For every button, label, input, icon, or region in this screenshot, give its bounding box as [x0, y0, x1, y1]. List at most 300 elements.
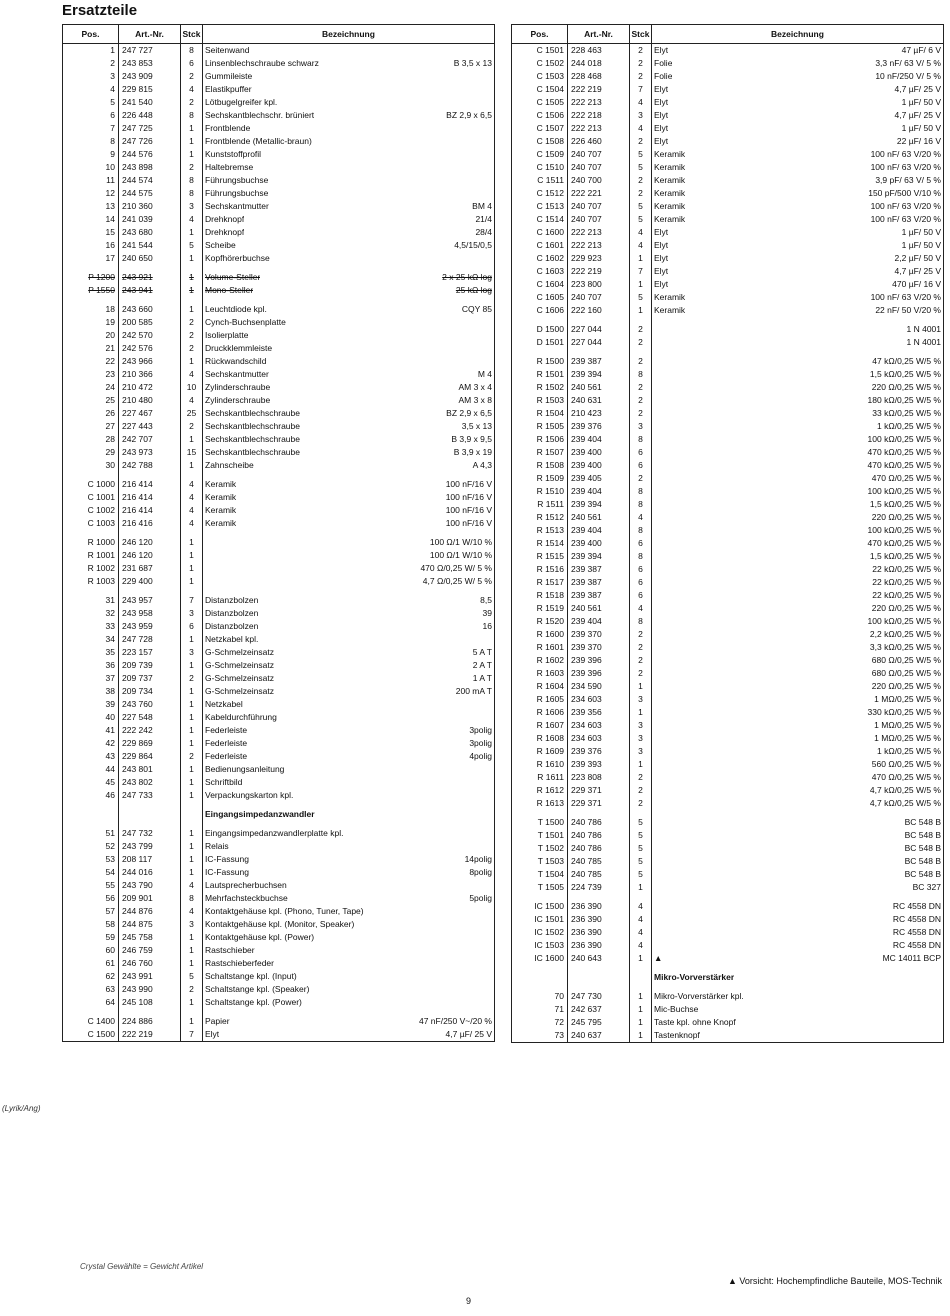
cell-art: 236 390	[568, 926, 630, 939]
cell-desc	[203, 316, 495, 329]
desc-name: Keramik	[654, 202, 686, 211]
desc-name: Elastikpuffer	[205, 85, 252, 94]
desc-value: B 3,5 x 13	[453, 58, 492, 69]
cell-qty: 2	[630, 336, 652, 349]
cell-qty: 8	[181, 892, 203, 905]
desc-value: 1 MΩ/0,25 W/5 %	[874, 733, 941, 744]
table-row	[512, 719, 944, 732]
desc-value	[488, 998, 492, 1007]
cell-art: 239 404	[568, 524, 630, 537]
cell-qty: 3	[181, 607, 203, 620]
cell-desc	[652, 550, 944, 563]
cell-desc	[652, 602, 944, 615]
cell-pos: 27	[63, 420, 119, 433]
table-row	[63, 161, 495, 174]
cell-pos: 10	[63, 161, 119, 174]
table-row	[512, 57, 944, 70]
cell-qty: 7	[181, 1028, 203, 1042]
desc-value	[488, 920, 492, 929]
cell-art: 244 016	[119, 866, 181, 879]
cell-qty: 3	[630, 745, 652, 758]
cell-pos: C 1513	[512, 200, 568, 213]
cell-desc	[203, 44, 495, 58]
cell-pos: R 1518	[512, 589, 568, 602]
cell-qty: 4	[181, 879, 203, 892]
cell-qty: 1	[181, 633, 203, 646]
cell-art: 227 548	[119, 711, 181, 724]
cell-qty: 5	[630, 868, 652, 881]
desc-name: Schaltstange kpl. (Speaker)	[205, 985, 310, 994]
table-row	[512, 563, 944, 576]
desc-name: Federleiste	[205, 752, 248, 761]
desc-name: Mic-Buchse	[654, 1005, 699, 1014]
table-row	[63, 970, 495, 983]
desc-value: A 4,3	[472, 460, 492, 471]
cell-qty	[630, 971, 652, 984]
cell-desc	[203, 271, 495, 284]
cell-qty: 1	[630, 680, 652, 693]
cell-desc	[203, 174, 495, 187]
cell-desc	[203, 342, 495, 355]
table-row	[512, 200, 944, 213]
cell-art: 216 416	[119, 517, 181, 530]
cell-desc	[652, 187, 944, 200]
cell-qty: 1	[181, 303, 203, 316]
desc-value	[937, 1018, 941, 1027]
cell-desc	[203, 252, 495, 265]
cell-desc	[652, 641, 944, 654]
desc-name: Zahnscheibe	[205, 461, 254, 470]
desc-value: 1 A T	[472, 673, 492, 684]
cell-art: 229 864	[119, 750, 181, 763]
cell-qty: 1	[181, 866, 203, 879]
cell-pos: 2	[63, 57, 119, 70]
cell-art: 247 733	[119, 789, 181, 802]
desc-value: 22 nF/ 50 V/20 %	[875, 305, 941, 316]
cell-desc	[652, 952, 944, 965]
cell-desc	[652, 148, 944, 161]
cell-pos: R 1002	[63, 562, 119, 575]
cell-pos: R 1506	[512, 433, 568, 446]
cell-pos: R 1003	[63, 575, 119, 588]
table-row	[512, 472, 944, 485]
cell-pos: R 1613	[512, 797, 568, 810]
table-row	[512, 446, 944, 459]
cell-qty: 2	[181, 96, 203, 109]
desc-value: 100 nF/16 V	[445, 505, 492, 516]
cell-qty: 4	[181, 368, 203, 381]
cell-art: 223 800	[568, 278, 630, 291]
cell-qty: 2	[630, 628, 652, 641]
table-row	[512, 706, 944, 719]
cell-art: 241 540	[119, 96, 181, 109]
cell-qty: 5	[630, 161, 652, 174]
cell-qty: 2	[181, 329, 203, 342]
cell-art: 240 637	[568, 1029, 630, 1043]
cell-desc	[652, 70, 944, 83]
desc-name: Sechskantblechschraube	[205, 435, 300, 444]
cell-pos: C 1002	[63, 504, 119, 517]
table-row	[63, 536, 495, 549]
cell-pos: R 1611	[512, 771, 568, 784]
desc-value: 22 kΩ/0,25 W/5 %	[872, 564, 941, 575]
cell-desc	[652, 784, 944, 797]
table-row	[63, 918, 495, 931]
table-row	[512, 784, 944, 797]
cell-art: 245 108	[119, 996, 181, 1009]
cell-pos: IC 1503	[512, 939, 568, 952]
cell-pos: 44	[63, 763, 119, 776]
desc-name: Sechskantblechschraube	[205, 448, 300, 457]
cell-pos: 23	[63, 368, 119, 381]
cell-qty: 4	[630, 913, 652, 926]
table-row	[512, 654, 944, 667]
cell-qty: 6	[630, 576, 652, 589]
cell-desc	[652, 252, 944, 265]
cell-qty: 1	[181, 549, 203, 562]
cell-pos: R 1600	[512, 628, 568, 641]
table-row	[63, 187, 495, 200]
desc-value: CQY 85	[461, 304, 492, 315]
cell-qty: 1	[630, 1029, 652, 1043]
desc-name: Keramik	[654, 176, 686, 185]
desc-name: Gummileiste	[205, 72, 253, 81]
cell-desc	[652, 135, 944, 148]
desc-name: Führungsbuchse	[205, 189, 269, 198]
cell-art: 240 561	[568, 602, 630, 615]
cell-pos: 7	[63, 122, 119, 135]
table-row	[63, 549, 495, 562]
cell-desc	[652, 990, 944, 1003]
desc-value: 150 pF/500 V/10 %	[868, 188, 941, 199]
table-row	[512, 135, 944, 148]
table-row	[512, 511, 944, 524]
cell-pos: R 1509	[512, 472, 568, 485]
cell-pos: R 1511	[512, 498, 568, 511]
desc-name: Papier	[205, 1017, 230, 1026]
cell-qty: 2	[630, 654, 652, 667]
cell-pos: 70	[512, 990, 568, 1003]
desc-value	[488, 318, 492, 327]
cell-art: 222 218	[568, 109, 630, 122]
cell-pos: R 1520	[512, 615, 568, 628]
desc-value: 47 kΩ/0,25 W/5 %	[872, 356, 941, 367]
table-row	[63, 394, 495, 407]
cell-pos: C 1508	[512, 135, 568, 148]
desc-name: Drehknopf	[205, 215, 245, 224]
cell-qty: 1	[181, 575, 203, 588]
desc-value	[937, 1005, 941, 1014]
desc-name: Lautsprecherbuchsen	[205, 881, 287, 890]
desc-value: 39	[482, 608, 492, 619]
cell-pos: C 1501	[512, 44, 568, 58]
cell-pos: 21	[63, 342, 119, 355]
desc-value	[488, 331, 492, 340]
desc-value: 1,5 kΩ/0,25 W/5 %	[869, 499, 941, 510]
cell-desc	[203, 996, 495, 1009]
cell-art: 243 802	[119, 776, 181, 789]
cell-desc	[203, 957, 495, 970]
desc-name: Netzkabel kpl.	[205, 635, 259, 644]
margin-note: (Lyrik/Ang)	[2, 1104, 41, 1113]
cell-desc	[652, 226, 944, 239]
table-row	[512, 641, 944, 654]
desc-name: Keramik	[654, 189, 686, 198]
cell-qty: 5	[630, 816, 652, 829]
desc-value: 1 µF/ 50 V	[901, 97, 941, 108]
cell-art: 239 400	[568, 459, 630, 472]
cell-art: 247 726	[119, 135, 181, 148]
cell-qty: 4	[181, 478, 203, 491]
cell-art: 210 472	[119, 381, 181, 394]
cell-pos: 24	[63, 381, 119, 394]
cell-pos: R 1519	[512, 602, 568, 615]
cell-art: 240 707	[568, 200, 630, 213]
cell-pos	[512, 971, 568, 984]
cell-pos: 61	[63, 957, 119, 970]
table-row	[512, 628, 944, 641]
table-row	[512, 174, 944, 187]
table-row	[512, 1029, 944, 1043]
cell-pos: 43	[63, 750, 119, 763]
cell-qty: 2	[630, 135, 652, 148]
cell-art: 239 394	[568, 368, 630, 381]
desc-value: 560 Ω/0,25 W/5 %	[871, 759, 941, 770]
cell-qty: 2	[630, 381, 652, 394]
desc-value	[488, 985, 492, 994]
desc-value: 1 MΩ/0,25 W/5 %	[874, 694, 941, 705]
cell-qty: 2	[630, 70, 652, 83]
desc-value: AM 3 x 8	[458, 395, 492, 406]
table-row	[63, 148, 495, 161]
cell-art: 239 387	[568, 576, 630, 589]
cell-qty: 25	[181, 407, 203, 420]
cell-art: 222 219	[119, 1028, 181, 1042]
cell-desc	[203, 504, 495, 517]
cell-art: 227 443	[119, 420, 181, 433]
desc-value: 14polig	[464, 854, 492, 865]
desc-value: 220 Ω/0,25 W/5 %	[871, 512, 941, 523]
cell-desc	[203, 303, 495, 316]
cell-qty: 1	[181, 148, 203, 161]
table-row	[63, 303, 495, 316]
desc-name: Verpackungskarton kpl.	[205, 791, 294, 800]
desc-value: BC 548 B	[904, 856, 941, 867]
cell-desc	[652, 900, 944, 913]
cell-pos: C 1502	[512, 57, 568, 70]
cell-art	[119, 808, 181, 821]
desc-name: IC-Fassung	[205, 855, 249, 864]
cell-qty: 1	[181, 789, 203, 802]
desc-name: Bedienungsanleitung	[205, 765, 285, 774]
cell-desc	[203, 517, 495, 530]
cell-desc	[203, 148, 495, 161]
cell-desc	[652, 239, 944, 252]
table-row	[63, 853, 495, 866]
desc-name: Keramik	[205, 480, 237, 489]
cell-desc	[652, 96, 944, 109]
cell-desc	[652, 485, 944, 498]
table-row	[512, 693, 944, 706]
cell-qty: 1	[630, 252, 652, 265]
cell-qty: 2	[630, 57, 652, 70]
cell-art: 234 603	[568, 693, 630, 706]
cell-art: 243 990	[119, 983, 181, 996]
desc-value	[488, 357, 492, 366]
desc-value: 47 nF/250 V~/20 %	[418, 1016, 492, 1027]
desc-value: 4,7 Ω/0,25 W/ 5 %	[422, 576, 492, 587]
cell-qty: 1	[181, 459, 203, 472]
cell-desc	[203, 918, 495, 931]
cell-qty	[181, 808, 203, 821]
desc-name: Elyt	[654, 280, 669, 289]
cell-art: 223 157	[119, 646, 181, 659]
cell-qty: 2	[630, 784, 652, 797]
table-row	[512, 161, 944, 174]
cell-art: 243 941	[119, 284, 181, 297]
cell-desc	[652, 926, 944, 939]
cell-desc	[652, 381, 944, 394]
cell-art: 239 396	[568, 667, 630, 680]
cell-pos: 30	[63, 459, 119, 472]
cell-desc	[203, 83, 495, 96]
cell-qty: 4	[630, 122, 652, 135]
cell-art: 227 044	[568, 336, 630, 349]
cell-art: 234 590	[568, 680, 630, 693]
cell-pos: R 1500	[512, 355, 568, 368]
cell-art: 231 687	[119, 562, 181, 575]
cell-qty: 2	[181, 983, 203, 996]
cell-art: 239 376	[568, 745, 630, 758]
desc-name: Schaltstange kpl. (Power)	[205, 998, 302, 1007]
cell-desc	[652, 83, 944, 96]
cell-desc	[652, 511, 944, 524]
cell-desc	[203, 575, 495, 588]
desc-value: 100 nF/ 63 V/20 %	[870, 214, 941, 225]
cell-qty: 2	[630, 667, 652, 680]
cell-qty: 5	[630, 200, 652, 213]
desc-value: 100 Ω/1 W/10 %	[429, 537, 492, 548]
cell-qty: 1	[630, 758, 652, 771]
cell-art: 239 396	[568, 654, 630, 667]
cell-art: 209 737	[119, 672, 181, 685]
table-row	[512, 829, 944, 842]
cell-qty: 6	[630, 459, 652, 472]
table-row	[63, 672, 495, 685]
cell-art: 243 660	[119, 303, 181, 316]
table-row	[63, 957, 495, 970]
cell-qty: 1	[630, 881, 652, 894]
cell-qty: 5	[630, 148, 652, 161]
table-row	[512, 83, 944, 96]
cell-qty: 1	[181, 996, 203, 1009]
cell-qty: 1	[181, 840, 203, 853]
cell-pos: 25	[63, 394, 119, 407]
table-row	[63, 944, 495, 957]
desc-value: 680 Ω/0,25 W/5 %	[871, 668, 941, 679]
cell-pos: 13	[63, 200, 119, 213]
table-row	[512, 122, 944, 135]
desc-value	[488, 85, 492, 94]
cell-art: 216 414	[119, 491, 181, 504]
cell-pos: 33	[63, 620, 119, 633]
cell-desc	[203, 96, 495, 109]
cell-pos: T 1503	[512, 855, 568, 868]
table-row	[63, 407, 495, 420]
desc-value: 100 nF/ 63 V/20 %	[870, 292, 941, 303]
cell-art: 240 707	[568, 213, 630, 226]
cell-desc	[203, 931, 495, 944]
table-row	[512, 187, 944, 200]
cell-pos: C 1507	[512, 122, 568, 135]
cell-pos: R 1508	[512, 459, 568, 472]
cell-art: 245 758	[119, 931, 181, 944]
cell-qty: 1	[630, 278, 652, 291]
desc-name: Frontblende	[205, 124, 251, 133]
cell-art: 240 786	[568, 829, 630, 842]
cell-desc	[203, 284, 495, 297]
cell-desc	[652, 122, 944, 135]
table-row	[512, 602, 944, 615]
cell-qty: 4	[630, 239, 652, 252]
table-row	[63, 575, 495, 588]
cell-art: 240 707	[568, 291, 630, 304]
table-row	[512, 355, 944, 368]
cell-desc	[203, 737, 495, 750]
desc-value: 220 Ω/0,25 W/5 %	[871, 603, 941, 614]
cell-art: 240 700	[568, 174, 630, 187]
cell-desc	[203, 135, 495, 148]
desc-name: Lötbugelgreifer kpl.	[205, 98, 278, 107]
desc-value: 3polig	[469, 738, 492, 749]
desc-value: 180 kΩ/0,25 W/5 %	[867, 395, 941, 406]
cell-desc	[203, 633, 495, 646]
cell-qty: 1	[181, 711, 203, 724]
desc-value: 1 kΩ/0,25 W/5 %	[877, 746, 941, 757]
desc-name: Linsenblechschraube schwarz	[205, 59, 319, 68]
desc-name: Zylinderschraube	[205, 396, 271, 405]
cell-qty: 5	[630, 855, 652, 868]
cell-art: 243 921	[119, 271, 181, 284]
cell-pos: 56	[63, 892, 119, 905]
table-row	[63, 57, 495, 70]
desc-name: Kopfhörerbuchse	[205, 254, 270, 263]
table-row	[63, 737, 495, 750]
cell-qty: 8	[630, 368, 652, 381]
cell-art: 243 799	[119, 840, 181, 853]
desc-value	[488, 810, 492, 819]
table-row	[512, 304, 944, 317]
cell-pos: R 1001	[63, 549, 119, 562]
cell-art: 239 405	[568, 472, 630, 485]
desc-value: 470 Ω/0,25 W/5 %	[871, 772, 941, 783]
desc-value: 100 kΩ/0,25 W/5 %	[867, 486, 941, 497]
table-row	[63, 478, 495, 491]
cell-pos: R 1608	[512, 732, 568, 745]
table-row	[63, 174, 495, 187]
cell-desc	[203, 407, 495, 420]
cell-art: 241 039	[119, 213, 181, 226]
page-number: 9	[466, 1296, 472, 1306]
table-row	[512, 745, 944, 758]
cell-desc	[203, 239, 495, 252]
cell-art: 239 376	[568, 420, 630, 433]
cell-desc	[203, 394, 495, 407]
desc-value: BC 548 B	[904, 817, 941, 828]
cell-pos: R 1510	[512, 485, 568, 498]
cell-qty: 4	[630, 511, 652, 524]
desc-value: 100 nF/ 63 V/20 %	[870, 149, 941, 160]
